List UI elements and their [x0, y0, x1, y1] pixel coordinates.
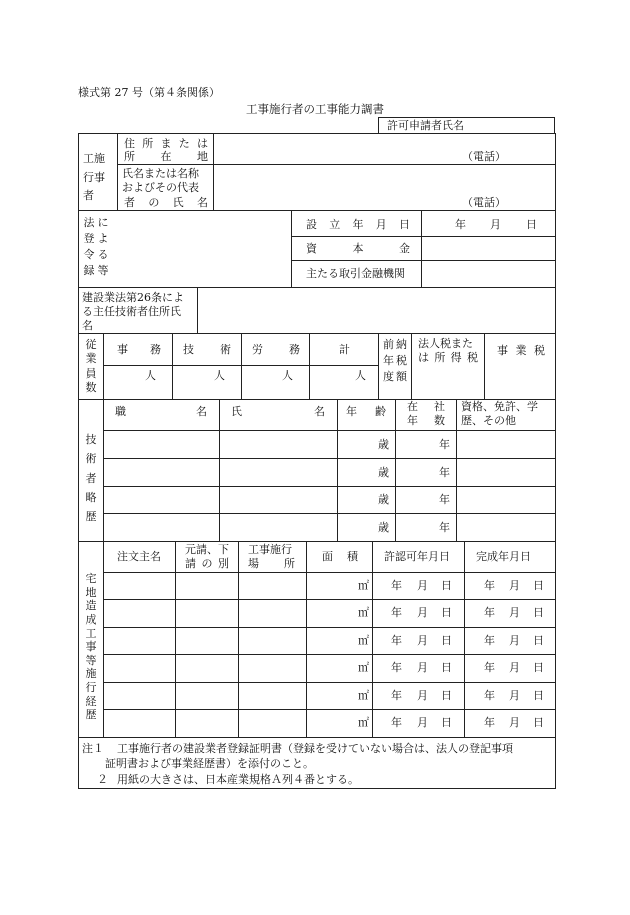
hist-row-6-permit-day: 日 [441, 716, 452, 729]
name-label-line2: およびその代表 [122, 181, 199, 194]
hist-row-6 [103, 709, 556, 710]
hist-row-4-permit-day: 日 [441, 661, 452, 674]
tech-row-4-age-unit: 歳 [378, 521, 389, 534]
emp-unit-3: 人 [282, 369, 293, 382]
tech-col-tenure-1: 在 社 [407, 400, 445, 413]
document-title: 工事施行者の工事能力調書 [246, 102, 384, 116]
form-id: 様式第 27 号（第４条関係） [78, 86, 220, 99]
hist-row-5-permit-year: 年 [391, 689, 402, 702]
hist-row-3-permit-month: 月 [417, 634, 428, 647]
tech-section-divider [103, 399, 104, 541]
hist-row-1-completion-month: 月 [509, 579, 520, 592]
hist-row-5-completion-day: 日 [533, 689, 544, 702]
hist-row-4-area-unit: ㎡ [358, 661, 369, 674]
tech-section-label: 技術者略歴 [85, 433, 97, 523]
hist-row-5 [103, 682, 556, 683]
hist-row-1-completion-day: 日 [533, 579, 544, 592]
contractor-row-divider [117, 164, 556, 165]
note-1-line2: 証明書および事業経歴書）を添付のこと。 [105, 757, 314, 770]
name-phone-label: （電話） [462, 196, 506, 209]
hist-row-3-completion-year: 年 [484, 634, 495, 647]
tech-row-4 [103, 513, 556, 514]
hist-row-5-completion-month: 月 [509, 689, 520, 702]
hist-row-2-completion-year: 年 [484, 606, 495, 619]
hist-row-1-permit-month: 月 [417, 579, 428, 592]
registration-divider-1 [291, 210, 292, 287]
hist-row-4-completion-year: 年 [484, 661, 495, 674]
engineer-label-line1: 建設業法第26条によ [82, 291, 184, 304]
hist-col-completion-date: 完成年月日 [476, 550, 531, 563]
hist-row-4-permit-year: 年 [391, 661, 402, 674]
tech-row-2-year-unit: 年 [439, 466, 450, 479]
tech-col-name: 氏 名 [231, 405, 325, 418]
hist-row-3-completion-month: 月 [509, 634, 520, 647]
established-year-label: 年 [455, 218, 466, 231]
hist-row-2-permit-day: 日 [441, 606, 452, 619]
hist-row-1-area-unit: ㎡ [358, 579, 369, 592]
hist-row-1-completion-year: 年 [484, 579, 495, 592]
hist-row-2-area-unit: ㎡ [358, 606, 369, 619]
tax-section-label: 前 年 度 納 税 額 [383, 338, 407, 383]
emp-col-1 [172, 333, 173, 399]
hist-row-4-completion-month: 月 [509, 661, 520, 674]
employees-section-label: 従業員数 [85, 338, 97, 394]
corp-tax-line1: 法人税また [418, 337, 473, 350]
hist-row-6-permit-year: 年 [391, 716, 402, 729]
tech-row-1-age-unit: 歳 [378, 438, 389, 451]
engineer-divider [197, 287, 198, 333]
hist-row-2-permit-year: 年 [391, 606, 402, 619]
tech-bottom-border [78, 541, 556, 542]
emp-col-total: 計 [339, 343, 350, 356]
contractor-section-label: 工 施 行 事 者 [83, 152, 105, 203]
emp-col-clerical: 事 務 [117, 343, 161, 356]
hist-col-site-2: 場 所 [248, 557, 295, 570]
hist-row-6-completion-month: 月 [509, 716, 520, 729]
hist-col-client: 注文主名 [117, 550, 161, 563]
hist-row-5-area-unit: ㎡ [358, 689, 369, 702]
hist-row-1-permit-day: 日 [441, 579, 452, 592]
emp-col-4 [378, 333, 379, 399]
emp-section-divider [103, 333, 104, 399]
tech-row-3-year-unit: 年 [439, 493, 450, 506]
established-date-label: 設 立 年 月 日 [306, 218, 410, 231]
emp-col-6 [484, 333, 485, 399]
capital-label: 資 本 金 [306, 242, 410, 255]
registration-section-label: 法 登 令 録 に よ る 等 [83, 216, 109, 277]
hist-row-5-permit-month: 月 [417, 689, 428, 702]
hist-row-3-permit-day: 日 [441, 634, 452, 647]
name-label-line1: 氏名または名称 [122, 167, 199, 180]
corp-tax-line2: は 所 得 税 [418, 351, 478, 364]
hist-row-3-completion-day: 日 [533, 634, 544, 647]
tech-col-position: 職 名 [115, 405, 207, 418]
emp-unit-1: 人 [145, 369, 156, 382]
hist-row-4-permit-month: 月 [417, 661, 428, 674]
registration-divider-2 [421, 210, 422, 287]
contractor-label-divider [213, 133, 214, 210]
hist-row-4 [103, 654, 556, 655]
note-2-head: ２ [97, 773, 108, 786]
hist-row-2-completion-month: 月 [509, 606, 520, 619]
address-label-line1: 住 所 ま た は [124, 137, 208, 150]
tech-row-1 [103, 430, 556, 431]
note-2-line1: 用紙の大きさは、日本産業規格Ａ列４番とする。 [117, 773, 359, 786]
tech-col-age: 年 齢 [346, 405, 386, 418]
tech-row-4-year-unit: 年 [439, 521, 450, 534]
tech-col-4 [456, 399, 457, 541]
hist-row-2-completion-day: 日 [533, 606, 544, 619]
hist-col-area: 面 積 [322, 550, 358, 563]
note-1-head: 注１ [82, 742, 104, 755]
tech-col-qualifications-2: 歴、その他 [461, 414, 516, 427]
tech-col-qualifications-1: 資格、免許、学 [461, 400, 538, 413]
note-1-line1: 工事施行者の建設業者登録証明書（登録を受けていない場合は、法人の登記事項 [117, 742, 513, 755]
address-phone-label: （電話） [462, 150, 506, 163]
tech-col-3 [395, 399, 396, 541]
hist-row-5-completion-year: 年 [484, 689, 495, 702]
hist-col-site-1: 工事施行 [248, 543, 292, 556]
tech-row-3-age-unit: 歳 [378, 493, 389, 506]
registration-row-2 [291, 260, 556, 261]
hist-col-permit-date: 許認可年月日 [384, 550, 450, 563]
hist-row-3-permit-year: 年 [391, 634, 402, 647]
emp-col-5 [411, 333, 412, 399]
hist-row-1 [103, 572, 556, 573]
hist-row-5-permit-day: 日 [441, 689, 452, 702]
emp-unit-4: 人 [355, 369, 366, 382]
tech-col-1 [219, 399, 220, 541]
tech-col-tenure-2: 年 数 [407, 414, 445, 427]
tech-row-1-year-unit: 年 [439, 438, 450, 451]
emp-row-divider [103, 365, 378, 366]
hist-row-6-area-unit: ㎡ [358, 716, 369, 729]
hist-row-2-permit-month: 月 [417, 606, 428, 619]
tech-row-2 [103, 458, 556, 459]
address-label-line2: 所 在 地 [124, 150, 208, 163]
emp-unit-2: 人 [214, 369, 225, 382]
hist-row-6-completion-year: 年 [484, 716, 495, 729]
contractor-section-divider [117, 133, 118, 210]
established-day-label: 日 [526, 218, 537, 231]
hist-row-3 [103, 627, 556, 628]
emp-col-labor: 労 務 [252, 343, 300, 356]
hist-row-1-permit-year: 年 [391, 579, 402, 592]
hist-row-6-completion-day: 日 [533, 716, 544, 729]
emp-col-technical: 技 術 [183, 343, 231, 356]
tech-row-2-age-unit: 歳 [378, 466, 389, 479]
hist-row-4-completion-day: 日 [533, 661, 544, 674]
bank-label: 主たる取引金融機関 [306, 267, 405, 280]
hist-row-6-permit-month: 月 [417, 716, 428, 729]
hist-row-2 [103, 599, 556, 600]
hist-row-3-area-unit: ㎡ [358, 634, 369, 647]
history-section-label: 宅地造成工事等施行経歴 [85, 572, 97, 722]
tech-row-3 [103, 486, 556, 487]
registration-row-1 [291, 236, 556, 237]
contractor-bottom-border [78, 210, 556, 211]
engineer-label-line2: る主任技術者住所氏 [82, 305, 181, 318]
hist-col-contract-1: 元請、下 [185, 543, 229, 556]
registration-bottom-border [78, 287, 556, 288]
established-month-label: 月 [490, 218, 501, 231]
emp-col-2 [241, 333, 242, 399]
name-label-line3: 者 の 氏 名 [124, 196, 208, 209]
business-tax-label: 事 業 税 [497, 344, 545, 357]
emp-col-3 [309, 333, 310, 399]
hist-col-contract-2: 請 の 別 [185, 557, 229, 570]
engineer-label-line3: 名 [82, 319, 93, 332]
applicant-name-label: 許可申請者氏名 [387, 119, 464, 132]
tech-col-2 [337, 399, 338, 541]
